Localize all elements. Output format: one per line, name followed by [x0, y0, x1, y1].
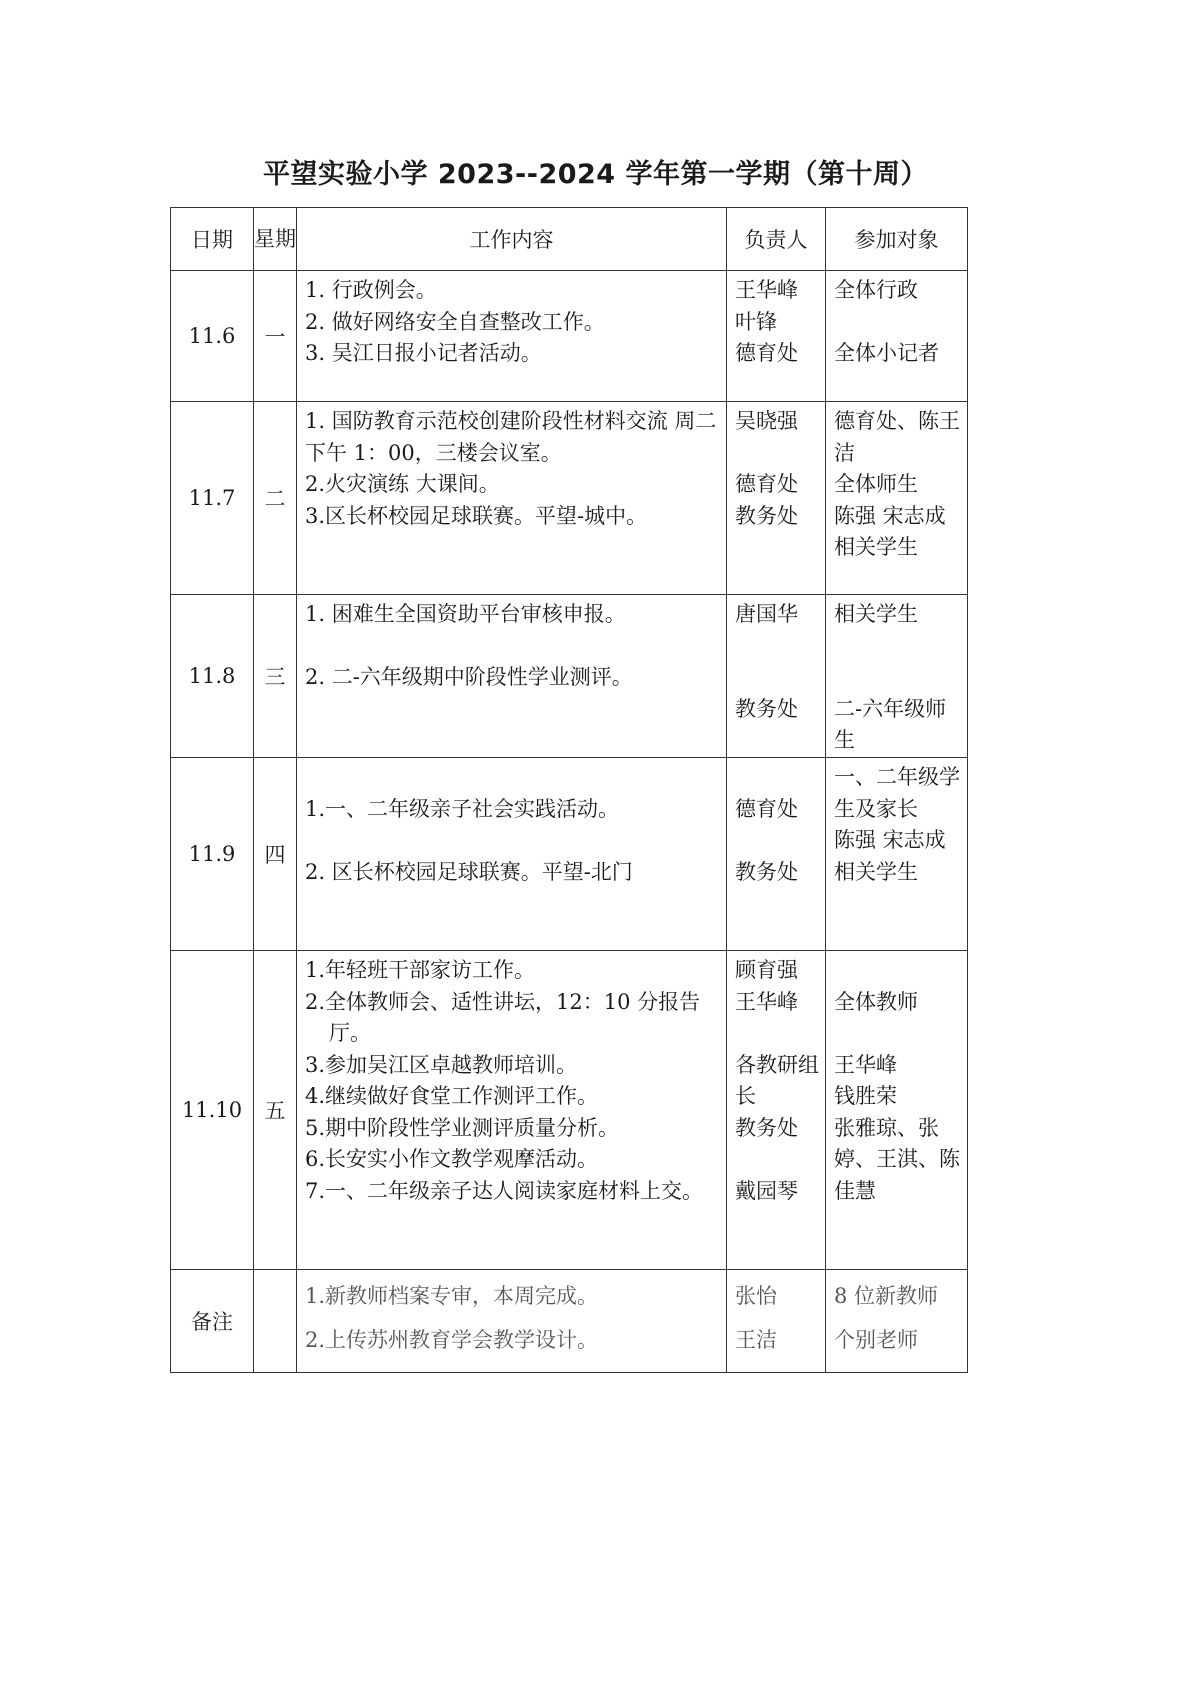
cell-line: 全体小记者: [834, 341, 939, 365]
cell-line: 1.一、二年级亲子社会实践活动。: [305, 796, 620, 821]
row-date: 11.8: [171, 595, 254, 758]
cell-line: 个别老师: [834, 1328, 918, 1352]
cell-line: [305, 631, 720, 663]
row-date: 11.6: [171, 271, 254, 402]
cell-line: [834, 1018, 961, 1050]
cell-line: [735, 762, 819, 794]
header-date: 日期: [171, 208, 254, 271]
cell-line: 钱胜荣: [834, 1084, 897, 1108]
table-row: [171, 595, 968, 758]
cell-line: 王洁: [735, 1328, 777, 1352]
cell-line: 教务处: [735, 1115, 798, 1140]
cell-line: 德育处: [735, 341, 798, 365]
cell-line: [735, 438, 819, 470]
cell-line: 2. 做好网络安全自查整改工作。: [305, 309, 605, 334]
row-date: 11.7: [171, 402, 254, 595]
row-person: [727, 402, 826, 595]
cell-line: [834, 631, 961, 663]
cell-line: [305, 762, 720, 794]
cell-line: 3. 吴江日报小记者活动。: [305, 341, 542, 365]
row-weekday: 五: [254, 951, 297, 1270]
header-content: 工作内容: [297, 208, 727, 271]
cell-line: 德育处: [735, 472, 798, 496]
cell-line: 3.区长杯校园足球联赛。平望-城中。: [305, 503, 648, 528]
cell-line: 王华峰: [735, 989, 798, 1014]
cell-line: [735, 662, 819, 694]
cell-line: 1. 国防教育示范校创建阶段性材料交流 周二下午 1：00，三楼会议室。: [305, 409, 717, 465]
row-person: [727, 758, 826, 951]
table-row: [171, 271, 968, 402]
row-content: [297, 271, 727, 402]
cell-line: 1.年轻班干部家访工作。: [305, 958, 536, 982]
cell-line: 二-六年级师生: [834, 696, 947, 752]
cell-line: 2.上传苏州教育学会教学设计。: [305, 1328, 599, 1352]
cell-line: 6.长安实小作文教学观摩活动。: [305, 1147, 599, 1171]
cell-line: 全体教师: [834, 989, 918, 1014]
cell-line: 德育处、陈王洁: [834, 409, 960, 465]
header-row: [171, 208, 968, 271]
cell-line: 各教研组长: [735, 1052, 819, 1108]
cell-line: 王华峰: [834, 1052, 897, 1077]
row-date: 11.10: [171, 951, 254, 1270]
cell-line: 顾育强: [735, 958, 798, 982]
cell-line: 教务处: [735, 696, 798, 721]
remarks-target: [826, 1270, 968, 1373]
cell-line: [305, 825, 720, 857]
cell-line: 3.参加吴江区卓越教师培训。: [305, 1052, 578, 1077]
cell-line: [834, 307, 961, 339]
cell-line: 陈强 宋志成 相关学生: [834, 503, 946, 559]
cell-line: 吴晓强: [735, 409, 798, 433]
row-person: [727, 951, 826, 1270]
table-row: [171, 402, 968, 595]
cell-line: 张雅琼、张婷、王淇、陈佳慧: [834, 1115, 960, 1203]
table-row: [171, 758, 968, 951]
row-target: [826, 758, 968, 951]
cell-line: 教务处: [735, 859, 798, 884]
cell-line: [735, 825, 819, 857]
row-target: [826, 951, 968, 1270]
row-content: [297, 595, 727, 758]
cell-line: 全体行政: [834, 278, 918, 302]
cell-line: 一、二年级学生及家长: [834, 765, 960, 821]
remarks-row: [171, 1270, 968, 1373]
row-weekday: 四: [254, 758, 297, 951]
cell-line: 陈强 宋志成 相关学生: [834, 828, 946, 884]
row-person: [727, 271, 826, 402]
row-weekday: 三: [254, 595, 297, 758]
cell-line: 7.一、二年级亲子达人阅读家庭材料上交。: [305, 1178, 704, 1203]
row-weekday: 二: [254, 402, 297, 595]
row-content: [297, 758, 727, 951]
cell-line: 叶锋: [735, 309, 777, 334]
weekly-schedule-table: [170, 207, 968, 1373]
cell-line: 1. 行政例会。: [305, 278, 437, 302]
cell-line: 2. 二-六年级期中阶段性学业测评。: [305, 665, 633, 689]
cell-line: 全体师生: [834, 472, 918, 496]
cell-line: 8 位新教师: [834, 1284, 939, 1308]
remarks-label: 备注: [171, 1270, 254, 1373]
page-title: 平望实验小学 2023--2024 学年第一学期（第十周）: [262, 159, 928, 190]
cell-line: 2. 区长杯校园足球联赛。平望-北门: [305, 859, 633, 884]
header-weekday: 星期: [254, 208, 297, 271]
cell-line: 4.继续做好食堂工作测评工作。: [305, 1084, 599, 1108]
remarks-weekday: [254, 1270, 297, 1373]
remarks-person: [727, 1270, 826, 1373]
cell-line: 张怡: [735, 1284, 777, 1308]
cell-line: 唐国华: [735, 602, 798, 626]
cell-line: [735, 1018, 819, 1050]
cell-line: 德育处: [735, 796, 798, 821]
cell-line: [735, 1144, 819, 1176]
cell-line: 王华峰: [735, 278, 798, 302]
cell-line: [735, 631, 819, 663]
cell-line: 教务处: [735, 503, 798, 528]
row-target: [826, 271, 968, 402]
remarks-content: [297, 1270, 727, 1373]
cell-line: 戴园琴: [735, 1178, 798, 1203]
header-person: 负责人: [727, 208, 826, 271]
row-content: [297, 402, 727, 595]
row-date: 11.9: [171, 758, 254, 951]
row-person: [727, 595, 826, 758]
row-target: [826, 595, 968, 758]
cell-line: 5.期中阶段性学业测评质量分析。: [305, 1115, 620, 1140]
row-target: [826, 402, 968, 595]
cell-line: 相关学生: [834, 602, 918, 626]
cell-line: 1.新教师档案专审，本周完成。: [305, 1284, 599, 1308]
cell-line: 2.火灾演练 大课间。: [305, 472, 500, 496]
cell-line: 1. 困难生全国资助平台审核申报。: [305, 602, 626, 626]
cell-line: [834, 955, 961, 987]
row-content: [297, 951, 727, 1270]
header-target: 参加对象: [826, 208, 968, 271]
table-row: [171, 951, 968, 1270]
row-weekday: 一: [254, 271, 297, 402]
cell-line: [834, 662, 961, 694]
cell-line: 2.全体教师会、适性讲坛，12：10 分报告厅。: [305, 989, 701, 1045]
